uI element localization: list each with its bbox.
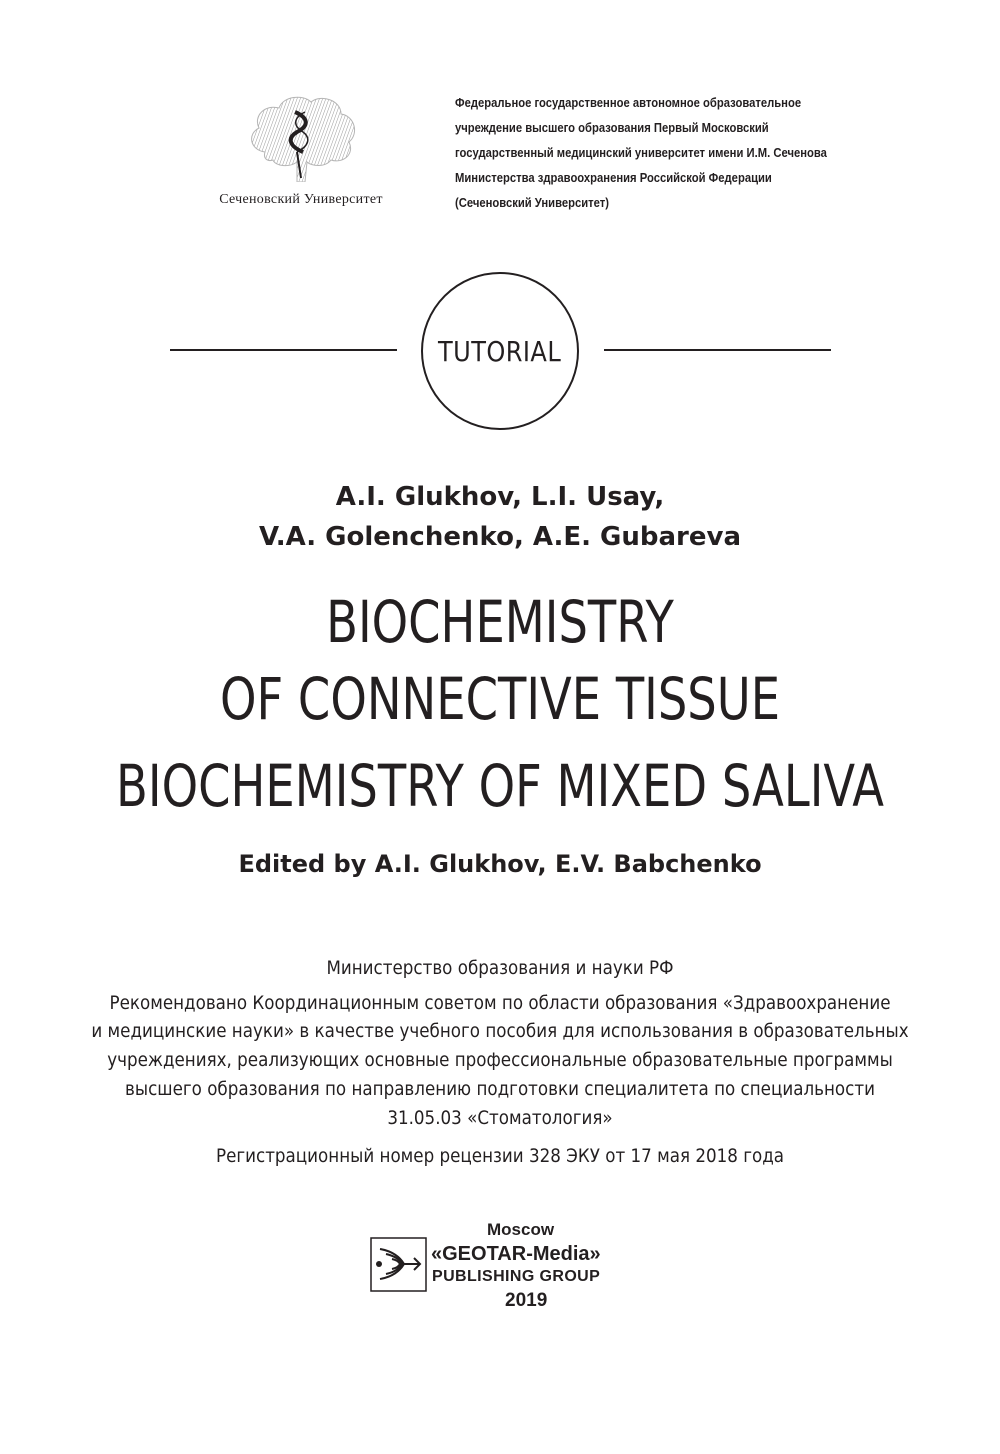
institution-line: государственный медицинский университет имени И.М. Сеченова	[455, 146, 827, 160]
tutorial-badge	[421, 272, 579, 430]
divider-left	[170, 349, 397, 351]
editors-line: Edited by A.I. Glukhov, E.V. Babchenko	[238, 850, 762, 878]
registration-number: Регистрационный номер рецензии 328 ЭКУ от 17 мая 2018 года	[215, 1145, 785, 1167]
publisher-name: «GEOTAR-Media»	[431, 1243, 601, 1265]
institution-line: Министерства здравоохранения Российской Федерации	[455, 171, 772, 185]
book-title-line-2: OF CONNECTIVE TISSUE	[219, 665, 781, 733]
publisher-logo-icon	[370, 1237, 427, 1292]
recommendation-line: учреждениях, реализующих основные профессиональные образовательные программы	[107, 1049, 893, 1071]
book-title-line-1: BIOCHEMISTRY	[326, 588, 674, 656]
institution-line: Федеральное государственное автономное образовательное	[455, 96, 802, 110]
book-subtitle: BIOCHEMISTRY OF MIXED SALIVA	[116, 752, 884, 820]
publisher-group: PUBLISHING GROUP	[432, 1268, 601, 1285]
publication-year: 2019	[505, 1290, 548, 1311]
institution-line: учреждение высшего образования Первый Московский	[455, 121, 769, 135]
authors-line-1: A.I. Glukhov, L.I. Usay,	[335, 482, 665, 512]
publisher-city: Moscow	[487, 1220, 555, 1239]
tutorial-badge-label: TUTORIAL	[438, 334, 562, 368]
institution-line: (Сеченовский Университет)	[455, 196, 610, 210]
divider-right	[604, 349, 831, 351]
university-logo-icon	[245, 92, 360, 182]
institution-name	[455, 91, 833, 216]
recommendation-line: 31.05.03 «Стоматология»	[387, 1107, 613, 1129]
recommendation-line: высшего образования по направлению подготовки специалитета по специальности	[125, 1078, 875, 1100]
recommendation-line: и медицинские науки» в качестве учебного пособия для использования в образовательных	[91, 1020, 909, 1042]
ministry-name: Министерство образования и науки РФ	[326, 957, 674, 979]
authors-line-2: V.A. Golenchenko, A.E. Gubareva	[258, 522, 741, 552]
recommendation-line: Рекомендовано Координационным советом по области образования «Здравоохранение	[109, 992, 891, 1014]
university-logo-caption: Сеченовский Университет	[219, 192, 383, 207]
